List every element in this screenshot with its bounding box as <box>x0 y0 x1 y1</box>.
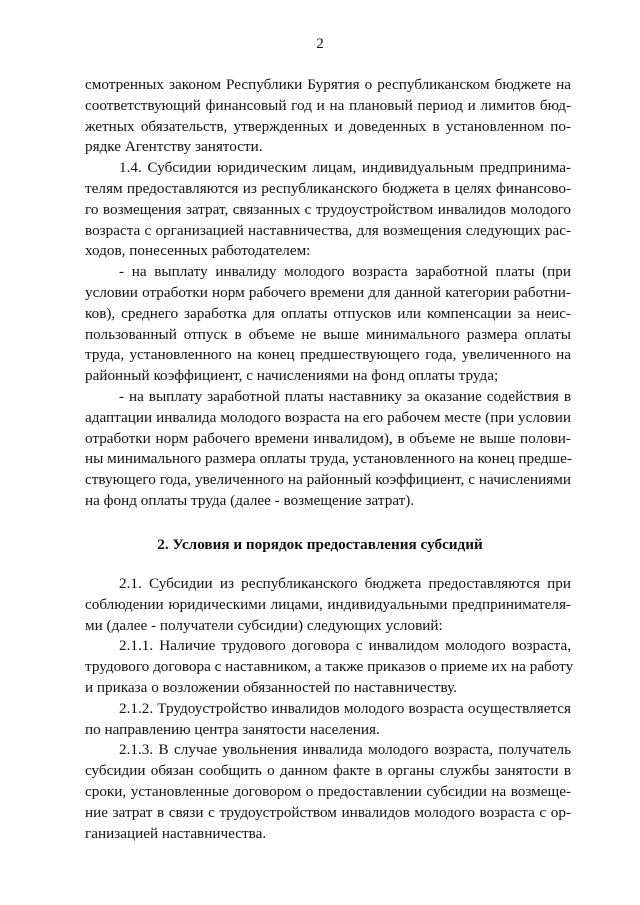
text-line: ние затрат в связи с трудоустройством инвалидов молодого возраста с ор- <box>85 803 571 821</box>
text-line: соответствующий финансовый год и на плановый период и лимитов бюд- <box>85 96 571 114</box>
text-line: субсидии обязан сообщить о данном факте в органы службы занятости в <box>85 762 571 780</box>
paragraphs-section-1 <box>85 75 571 512</box>
text-line: районный коэффициент, с начислениями на фонд оплаты труда; <box>85 367 499 385</box>
paragraph-2-1-1-start: 2.1.1. Наличие трудового договора с инвалидом молодого возраста, <box>119 637 571 655</box>
paragraph-1-4-start: 1.4. Субсидии юридическим лицам, индивидуальным предпринима- <box>119 159 571 177</box>
paragraph-2-1-2-start: 2.1.2. Трудоустройство инвалидов молодого возраста осуществляется <box>119 699 571 717</box>
section-2-heading: 2. Условия и порядок предоставления субсидий <box>157 536 483 553</box>
text-line: ми (далее - получатели субсидии) следующих условий: <box>85 616 443 634</box>
text-line: и приказа о возложении обязанностей по наставничеству. <box>85 678 457 696</box>
paragraphs-section-2 <box>85 574 574 844</box>
text-line: соблюдении юридическими лицами, индивидуальными предпринимателя- <box>85 595 571 613</box>
text-line: условии отработки норм рабочего времени для данной категории работни- <box>85 283 571 301</box>
text-line: отработки норм рабочего времени инвалидом), в объеме не выше полови- <box>85 429 571 447</box>
text-line: жетных обязательств, утвержденных и доведенных в установленном по- <box>85 117 571 135</box>
text-line: го возмещения затрат, связанных с трудоустройством инвалидов молодого <box>85 200 571 218</box>
text-line: ганизацией наставничества. <box>85 824 267 842</box>
text-line: ствующего года, увеличенного на районный коэффициент, с начислениями <box>85 471 571 489</box>
list-item-disabled-wage: - на выплату инвалиду молодого возраста заработной платы (при <box>119 263 571 281</box>
paragraph-2-1-3-start: 2.1.3. В случае увольнения инвалида молодого возраста, получатель <box>119 741 571 759</box>
paragraph-2-1-start: 2.1. Субсидии из республиканского бюджета предоставляются при <box>119 575 571 592</box>
text-line: по направлению центра занятости населения. <box>85 720 380 738</box>
text-line: ков), среднего заработка для оплаты отпусков или компенсации за неис- <box>85 304 571 322</box>
text-line: телям предоставляются из республиканского бюджета в целях финансово- <box>85 179 571 197</box>
page-number: 2 <box>316 36 324 52</box>
text-line: рядке Агентству занятости. <box>85 138 263 156</box>
text-line: труда, установленного на конец предшествующего года, увеличенного на <box>85 346 571 364</box>
text-line: на фонд оплаты труда (далее - возмещение затрат). <box>85 491 415 509</box>
text-line: сроки, установленные договором о предоставлении субсидии на возмеще- <box>85 782 571 800</box>
list-item-mentor-wage: - на выплату заработной платы наставнику за оказание содействия в <box>119 387 571 405</box>
text-line: ны минимального размера оплаты труда, установленного на конец предше- <box>85 450 572 468</box>
text-line: адаптации инвалида молодого возраста на его рабочем месте (при условии <box>85 408 571 426</box>
text-line: трудового договора с наставником, а также приказов о приеме их на работу <box>85 658 574 676</box>
text-line: ходов, понесенных работодателем: <box>85 242 311 260</box>
text-line: смотренных законом Республики Бурятия о республиканском бюджете на <box>85 76 571 93</box>
text-line: пользованный отпуск в объеме не выше минимального размера оплаты <box>85 325 571 343</box>
text-line: возраста с организацией наставничества, для возмещения следующих рас- <box>85 221 571 239</box>
